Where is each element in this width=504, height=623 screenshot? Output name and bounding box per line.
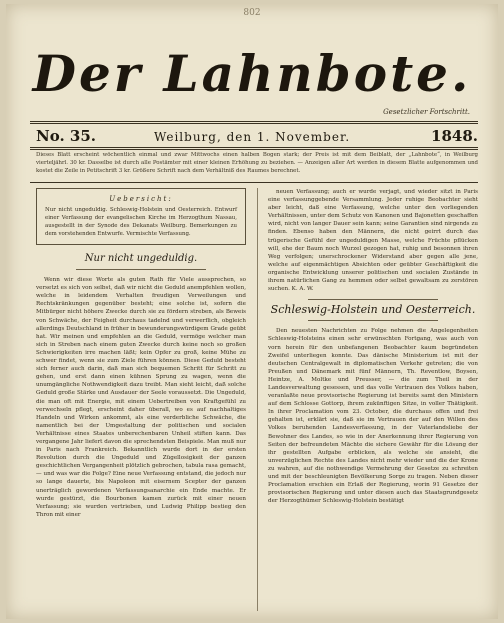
issue-year: 1848. (431, 127, 478, 145)
article-paragraph: Den neuesten Nachrichten zu Folge nehmen die Angelegenheiten Schleswig-Holsteins einen sehr erwünschten Fortgang, was auch von vorn herein für den unbefangenen Beobachter kaum begründeten Zweifel unterliegen konnte. Das dänische Ministerium ist mit der deutschen Centralgewalt in diplomatischen Verkehr getreten; die von Preußen und Dänemark mit fünf Männern, Th. Reventlow, Boysen, Heintze, A. Moltke und Preusser, — die zum Theil in der Landesverwaltung gesessen, und das volle Vertrauen des Volkes haben, veranlaßte neue provisorische Regierung ist bereits samt den Ministern auf dem Schlosse Gottorp, ihrem zukünftigen Sitze, in voller Thätigkeit. In ihrer Proclamation vom 23. October, die durchaus offen und frei gehalten ist, erklärt sie, daß sie im Vertrauen der auf den Willen des Volkes beruhenden Landesverfassung, in der Vaterlandsliebe der Bewohner des Landes, so wie in der Anerkennung ihrer Regierung von Seiten der befreundeten Mächte die sichere Gewähr für die Lösung der ihr gestellten Aufgabe erblicken, als welche sie ansieht, die unverzüglichen Rechte des Landes nicht mehr wieder und die der Krone zu wahren, auf die nothwendige Vermehrung der Gesetze zu schreiten und mit der beschleunigten Bevölkerung Sorge zu tragen. Neben dieser Proclamation erschien ein Erlaß der Regierung, worin 91 Gesetze der provisorischen Regierung und unter diesen auch das Staatsgrundgesetz der Herzogthümer Schleswig-Holstein bestätigt (268, 328, 478, 505)
article-separator (308, 299, 438, 300)
newspaper-page (6, 4, 498, 619)
place-date: Weilburg, den 1. November. (154, 130, 351, 144)
left-column (36, 188, 246, 519)
article-title: Schleswig-Holstein und Oesterreich. (270, 303, 476, 317)
contents-box (36, 188, 246, 245)
dateline (36, 125, 478, 147)
contents-text: Nur nicht ungeduldig. Schleswig-Holstein und Oesterreich. Entwurf einer Verfassung der evangelischen Kirche im Herzogthum Nassau, ausgestellt in der Synode des Dekanats Weilburg. Bemerkungen zu dem vorstehenden Entwurfe. Vermischte Verfassung. (45, 207, 237, 237)
intro-rule (30, 182, 478, 183)
masthead-title: Der Lahnbote. (32, 44, 472, 103)
column-divider (257, 188, 258, 611)
masthead-motto: Gesetzlicher Fortschritt. (383, 108, 470, 116)
masthead-rule (30, 121, 478, 124)
right-column (268, 188, 478, 505)
title-rule (76, 269, 206, 270)
contents-heading: Uebersicht: (109, 195, 173, 203)
dateline-rule (30, 147, 478, 150)
intro-notice: Dieses Blatt erscheint wöchentlich einmal und zwar Mittwochs einen halben Bogen stark; der Preis ist mit dem Beiblatt, der „Lahnbote“, in Weilburg vierteljährl. 30 kr. Dasselbe ist durch alle Postämter mit einer kleinen Erhöhung zu beziehen. — Anzeigen aller Art werden in diesem Blatte aufgenommen und kostet die Zeile in Petitschrift 3 kr. Größere Schrift nach dem Verhältniß des Raumes berechnet. (36, 152, 478, 174)
article-paragraph: Wenn wir diese Worte als guten Rath für Viele aussprechen, so versetzt es sich von selbst, daß wir nicht die Geduld anempfehlen wollen, welche in leidendem Verhalten freudigen Verweilungen und Rechtskränkungen gegenüber besteht; eine solche ist, sofern die Mitbürger nicht höhere Zwecke durch sie zu fördern streben, als Beweis von Schwäche, der Feigheit durchaus tadelnd und verwerflich, obgleich allerdings Deutschland in früher in bewunderungswürdigem Grade geübt hat. Wir meinen und empfehlen an die Geduld, vermöge welcher man sich in Streben nach einem guten Zwecke durch keine noch so großen Schwierigkeiten irre machen läßt; kein Opfer zu groß, keine Mühe zu schwer findet, wenn sie zum Ziele führen können. Diese Geduld besteht sich ferner auch darin, daß man sich bequemen Schritt für Schritt zu gehen, und erst dann einen kühnen Sprung zu wagen, wenn die unumgängliche Nothwendigkeit dazu treibt. Man sieht leicht, daß solche Geduld große Stärke und Ausdauer der Seele voraussetzt. Die Ungeduld, die man oft mit Energie, mit einem Uebertreiben von Kraftgefühl zu verwechseln pflegt, erscheint daher überall, wo es auf nachhaltiges Handeln und Wirken ankommt, als eine verderbliche Schwäche, die namentlich bei der Umgestaltung der politischen und socialen Verhältnisse eines Staates unberechenbaren Unheil stiften kann. Das vergangene Jahr liefert davon die sprechendsten Beispiele. Man muß nur in Paris nach Frankreich. Bekanntlich wurde dort in der ersten Revolution durch die Ungeduld und Zügellosigkeit der ganzen geschichtlichen Vergangenheit plötzlich gebrochen, tabula rasa gemacht, — und was war die Folge? Eine neue Verfassung entstand, die jedoch nur so lange dauerte, bis Napoleon mit eisernem Scepter der ganzen unerträglich gewordenen Verfassungsanarchie ein Ende machte. Er wurde gestürzt, die Bourbonen kamen zurück mit einer neuen Verfassung; sie wurden vertrieben, und Ludwig Philipp bestieg den Thron mit einer (36, 277, 246, 518)
article-title: Nur nicht ungeduldig. (84, 253, 198, 264)
title-rule (308, 320, 438, 321)
page-number: 802 (243, 8, 261, 18)
issue-number: No. 35. (36, 127, 96, 145)
article-paragraph: neuen Verfassung; auch er wurde verjagt, und wieder sitzt in Paris eine verfassunggebende Versammlung. Jeder ruhige Beobachter sieht aber leicht, daß eine Verfassung, welche unter den vorliegenden Verhältnissen, unter dem Schutz von Kanonen und Bajonetten geschaffen wird, nicht von langer Dauer sein kann; seine Garantien sind nirgends zu finden. Ebenso haben den Männern, die nicht geirrt durch das trügerische Gefühl der ungeduldigen Masse, welche Früchte pflücken will, ehe der Baum noch Wurzel gezogen hat, ruhig und besonnen ihren Weg verfolgen; unerschrockener Widerstand aber gegen alle jene, welche auf eigenmächtigen Absichten oder geübter Geschäftigkeit die organische Entwicklung unserer politischen und socialen Zustände in ihrem natürlichen Gang zu hemmen oder selbst gewaltsam zu zerstören suchen. K. A. W. (268, 189, 478, 293)
